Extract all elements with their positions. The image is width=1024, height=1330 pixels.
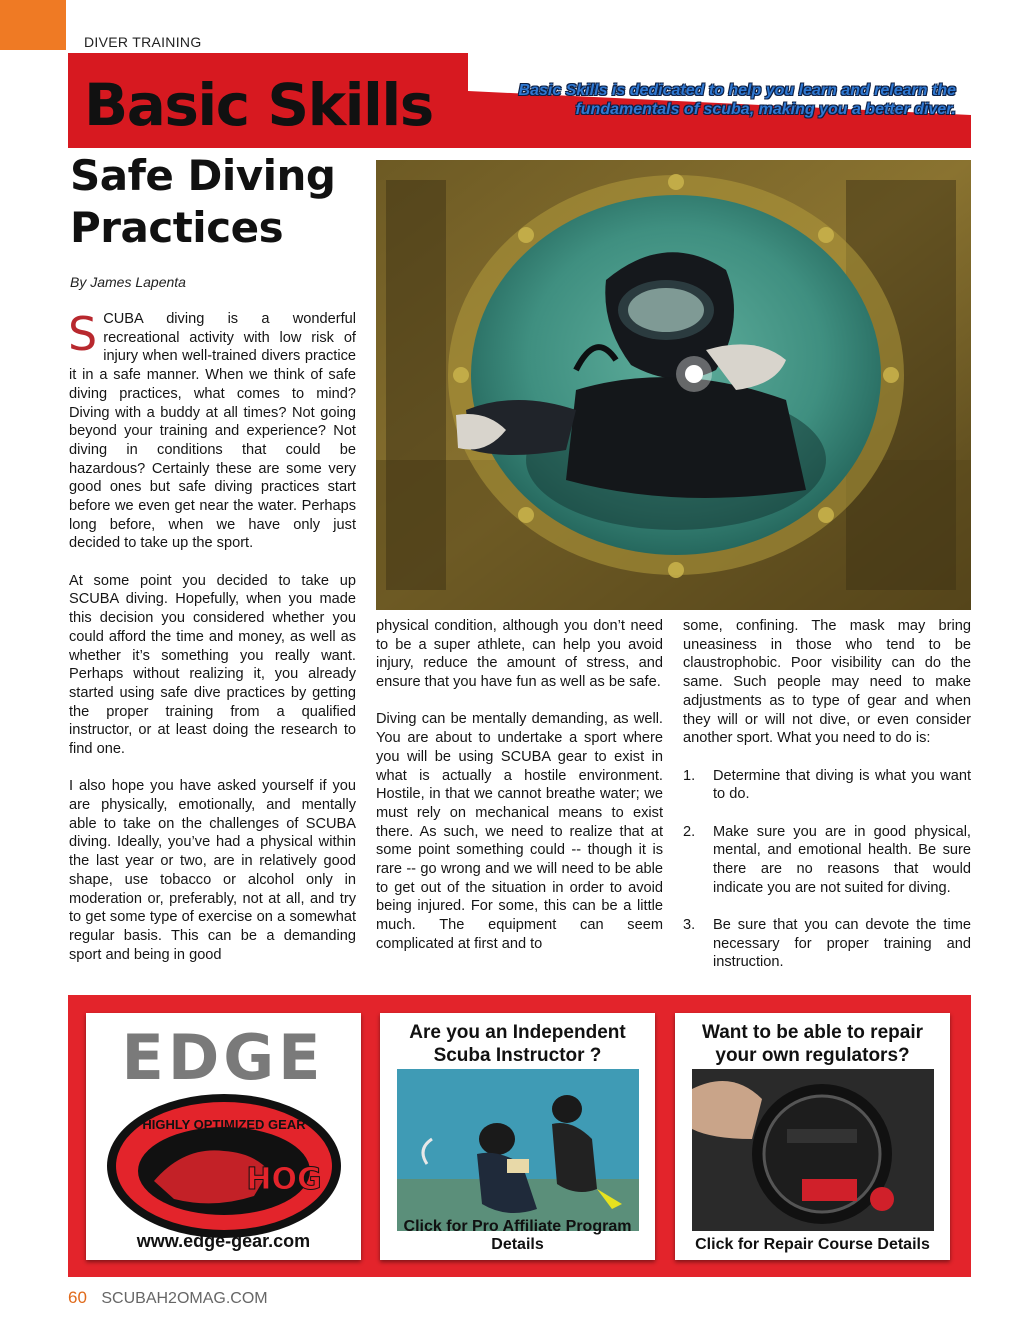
list-number: 3.	[683, 916, 696, 933]
paragraph-2: At some point you decided to take up SCUBA diving. Hopefully, when you made this decision you considered whether you could afford the time and money, as well as whether it’s something you really want. Perhaps without realizing it, you already started using safe dive practices by getting the proper training from a qualified instructor, or at least doing the research to find one.	[69, 572, 356, 758]
list-item	[683, 823, 971, 898]
paragraph-3-continued: physical condition, although you don’t need to be a super athlete, can help you avoid injury, reduce the amount of stress, and ensure that you have fun as well as be safe.	[376, 618, 663, 691]
edge-logo	[100, 1023, 347, 1093]
edge-gear-ad[interactable]	[86, 1013, 361, 1260]
section-label: DIVER TRAINING	[84, 34, 202, 50]
regulator-photo	[692, 1069, 934, 1231]
paragraph-1-text: CUBA diving is a wonderful recreational activity with low risk of injury when well-trained divers practice it in a safe manner. When we think of safe diving practices, what comes to mind? Diving with a buddy at all times? Not going beyond your training and experience? Not diving in conditions that could be hazardous? Certainly these are some very good ones but safe diving practices start before we even get near the water. Perhaps long before, when we have only just decided to take up the sport.	[69, 311, 356, 552]
paragraph-1	[68, 307, 356, 553]
banner-tagline: Basic Skills is dedicated to help you learn and relearn the fundamentals of scuba, making you a better diver.	[518, 82, 956, 118]
edge-logo-text: EDGE	[121, 1023, 325, 1093]
instructor-ad-title-line-2: Scuba Instructor ?	[433, 1045, 602, 1066]
paragraph-3-start: I also hope you have asked yourself if you are physically, emotionally, and mentally able to take on the challenges of SCUBA diving. Ideally, you’ve had a physical within the last year or two, are in relatively good shape, use tobacco or alcohol only in moderation or, preferably, not at all, and try to get some type of exercise on a somewhat regular basis. This can be a demanding sport and being in good	[69, 778, 356, 963]
page-footer	[68, 1288, 268, 1308]
paragraph-4-start: Diving can be mentally demanding, as well. You are about to undertake a sport where you will be using SCUBA gear to exist in what is actually a hostile environment. Hostile, in that we cannot breathe water; we must rely on mechanical means to exist there. As such, we need to realize that at some point something could -- though it is rare -- go wrong and we will need to be able to get out of the situation in order to avoid being injured. For some, this can be a little much. The equipment can seem complicated at first and to	[376, 711, 663, 952]
list-number: 1.	[683, 767, 696, 784]
repair-course-link[interactable]: Click for Repair Course Details	[695, 1236, 930, 1253]
edge-url-link[interactable]: www.edge-gear.com	[136, 1231, 311, 1251]
hog-badge-text: HIGHLY OPTIMIZED GEAR	[142, 1117, 306, 1132]
site-name[interactable]: SCUBAH2OMAG.COM	[101, 1290, 268, 1307]
instructor-ad-title-line-1: Are you an Independent	[409, 1022, 626, 1043]
article-column-3	[683, 617, 971, 991]
list-text: Determine that diving is what you want to do.	[713, 767, 971, 803]
basic-skills-banner	[68, 53, 971, 148]
paragraph-4-continued: some, confining. The mask may bring uneasiness in those who tend to be claustrophobic. Poor visibility can do the same. Such people may need to make adjustments as to type of gear and when they will or will not dive, or even consider another sport. What you need to do is:	[683, 618, 971, 747]
repair-ad-title-line-2: your own regulators?	[715, 1045, 910, 1066]
list-text: Be sure that you can devote the time necessary for proper training and instruction.	[713, 916, 971, 971]
repair-ad-title-line-1: Want to be able to repair	[702, 1022, 923, 1043]
repair-ad-title	[675, 1021, 950, 1067]
instructor-ad-title	[380, 1021, 655, 1067]
list-number: 2.	[683, 823, 696, 840]
list-item	[683, 767, 971, 804]
hog-word: HOG	[246, 1162, 322, 1197]
list-text: Make sure you are in good physical, mental, and emotional health. Be sure there are no reasons that would indicate you are not suited for diving.	[713, 823, 971, 896]
drop-cap: S	[68, 307, 98, 361]
pro-affiliate-link[interactable]: Click for Pro Affiliate Program Details	[403, 1218, 632, 1253]
list-item	[683, 916, 971, 972]
headline-line-2: Practices	[70, 203, 284, 252]
instructor-divers-photo	[397, 1069, 639, 1231]
regulator-repair-ad[interactable]	[675, 1013, 950, 1260]
banner-title: Basic Skills	[84, 71, 433, 139]
byline: By James Lapenta	[70, 274, 186, 290]
instructor-ad[interactable]	[380, 1013, 655, 1260]
article-column-2	[376, 617, 663, 972]
hog-badge-logo	[104, 1091, 344, 1241]
article-headline	[70, 150, 370, 254]
headline-line-1: Safe Diving	[70, 151, 336, 200]
article-column-1	[68, 307, 356, 983]
corner-accent	[0, 0, 66, 50]
hero-porthole-diver-photo	[376, 160, 971, 610]
page-number: 60	[68, 1288, 87, 1307]
